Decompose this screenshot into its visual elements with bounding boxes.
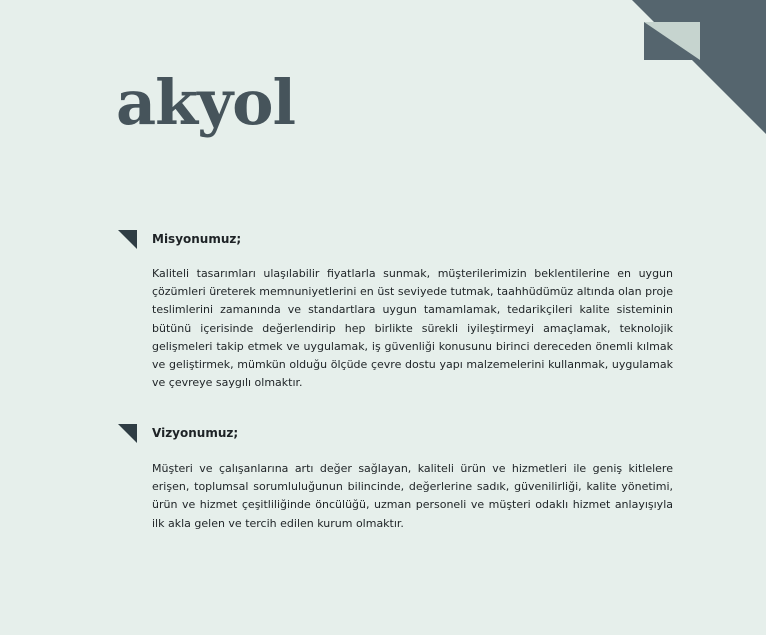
corner-triangle-decoration <box>632 0 766 134</box>
mission-body: Kaliteli tasarımları ulaşılabilir fiyatlarla sunmak, müşterilerimizin beklentilerine en uygun çözümleri üreterek memnuniyetlerini en üst seviyede tutmak, taahhüdümüz altında olan proje teslimlerini zamanında ve standartlara uygun tamamlamak, tedarikçileri kalite sisteminin bütünü içerisinde değerlendirip hep birlikte sürekli iyileştirmeyi amaçlamak, teknolojik gelişmeleri takip etmek ve uygulamak, iş güvenliği konusunu birinci dereceden önemli kılmak ve geliştirmek, mümkün olduğu ölçüde çevre dostu yapı malzemelerini kullanmak, uygulamak ve çevreye saygılı olmaktır. <box>152 267 673 390</box>
triangle-marker-icon <box>118 424 137 443</box>
mission-heading: Misyonumuz; <box>152 232 242 246</box>
corner-triangle-dark <box>632 0 766 134</box>
vision-body: Müşteri ve çalışanlarına artı değer sağlayan, kaliteli ürün ve hizmetleri ile geniş kitlelere erişen, toplumsal sorumluluğunun bilincinde, değerlerine sadık, güvenilirliği, kalite yönetimi, ürün ve hizmet çeşitliliğinde öncülüğü, uzman personeli ve müşteri odaklı hizmet anlayışıyla ilk akla gelen ve tercih edilen kurum olmaktır. <box>152 462 673 530</box>
brand-logo: akyol <box>116 66 296 139</box>
vision-heading: Vizyonumuz; <box>152 426 239 440</box>
triangle-marker-icon <box>118 230 137 249</box>
